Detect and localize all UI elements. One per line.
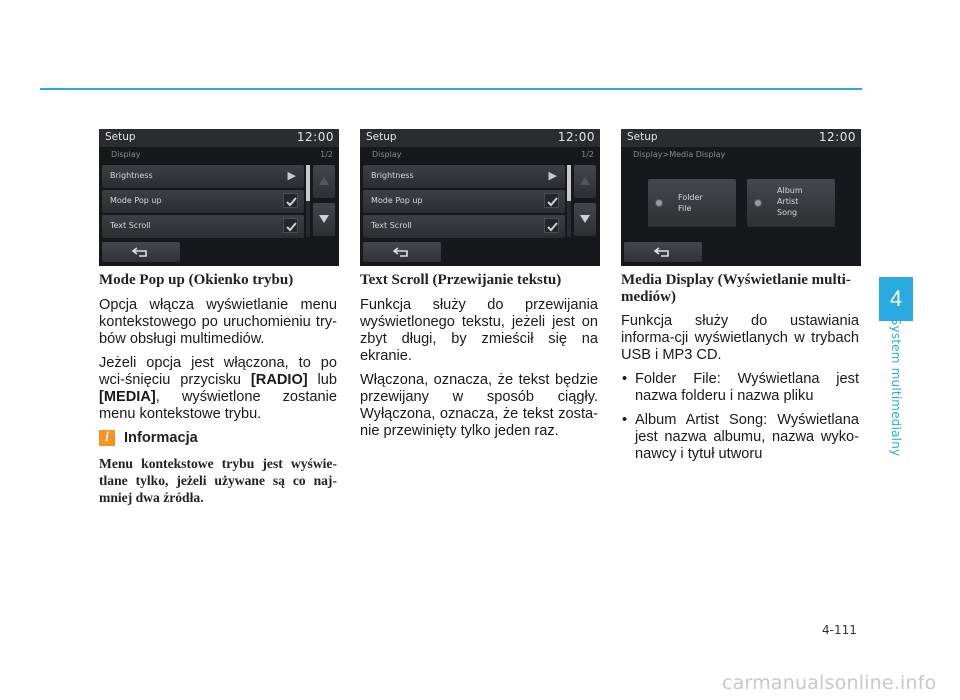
screen-breadcrumb: Display>Media Display	[633, 150, 726, 159]
option-line: File	[678, 204, 692, 213]
bullet-item: • Folder File: Wyświetlana jest nazwa folderu i nazwa pliku	[621, 371, 859, 405]
scroll-up-button[interactable]	[574, 165, 596, 198]
paragraph: Opcja włącza wyświetlanie menu kontekstowego po uruchomieniu try-bów obsługi multimediów.	[99, 297, 337, 347]
scrollbar-thumb[interactable]	[306, 165, 310, 201]
radio-icon[interactable]	[754, 199, 762, 207]
screen-title: Setup	[366, 131, 397, 143]
section-heading: Mode Pop up (Okienko trybu)	[99, 272, 294, 288]
back-button[interactable]	[624, 242, 702, 262]
menu-item-text-scroll[interactable]	[102, 215, 304, 238]
option-label	[777, 185, 803, 218]
screen-header	[360, 129, 600, 147]
checkbox-checked-icon[interactable]	[283, 193, 298, 208]
info-text: Menu kontekstowe trybu jest wyświe-tlane tylko, jeżeli używane są co naj-mniej dwa źródła.	[99, 456, 337, 505]
watermark: carmanualsonline.info	[722, 672, 937, 694]
screen-title: Setup	[105, 131, 136, 143]
option-line: Artist	[777, 197, 799, 206]
menu-item-label: Mode Pop up	[371, 196, 423, 205]
paragraph: Funkcja służy do przewijania wyświetlonego tekstu, jeżeli jest on zbyt długi, by zmieścił się na ekranie.	[360, 297, 598, 364]
section-media-display	[621, 272, 859, 463]
screen-clock: 12:00	[818, 130, 856, 144]
menu-item-label: Brightness	[371, 171, 414, 180]
menu-item-label: Mode Pop up	[110, 196, 162, 205]
chapter-number: 4	[889, 286, 903, 311]
info-title: Informacja	[124, 430, 198, 446]
info-note	[99, 455, 337, 506]
menu-item-brightness[interactable]	[102, 165, 304, 188]
menu-item-label: Brightness	[110, 171, 153, 180]
option-line: Song	[777, 208, 798, 217]
paragraph: Funkcja służy do ustawiania informa-cji wyświetlanych w trybach USB i MP3 CD.	[621, 313, 859, 363]
screen-subtitle: Display	[111, 150, 141, 159]
option-line: Folder	[678, 193, 703, 202]
section-heading: Media Display (Wyświetlanie multi-mediów)	[621, 272, 851, 305]
screen-display-1	[99, 129, 339, 266]
screen-page-indicator: 1/2	[320, 150, 333, 159]
play-arrow-icon: ▶	[287, 169, 296, 182]
checkbox-checked-icon[interactable]	[544, 193, 559, 208]
menu-item-mode-pop-up[interactable]	[102, 190, 304, 213]
checkbox-checked-icon[interactable]	[283, 218, 298, 233]
screen-clock: 12:00	[557, 130, 595, 144]
menu-item-mode-pop-up[interactable]	[363, 190, 565, 213]
text-run: , wyświetlone zostanie menu kontekstowe trybu.	[99, 389, 337, 422]
text-run: Jeżeli opcja jest włączona, to po wci-śnięciu przycisku	[99, 355, 337, 388]
back-button[interactable]	[102, 242, 180, 262]
option-folder-file[interactable]	[648, 179, 736, 227]
radio-icon[interactable]	[655, 199, 663, 207]
screen-clock: 12:00	[296, 130, 334, 144]
scroll-up-button[interactable]	[313, 165, 335, 198]
media-key-label: [MEDIA]	[99, 389, 156, 405]
option-line: Album	[777, 186, 803, 195]
info-icon: i	[99, 430, 115, 446]
scroll-down-button[interactable]	[313, 203, 335, 236]
header-rule	[40, 88, 862, 90]
paragraph: Włączona, oznacza, że tekst będzie przewijany w sposób ciągły. Wyłączona, oznacza, że tekst zosta-nie przewinięty tylko jeden raz.	[360, 372, 598, 439]
option-label	[678, 192, 703, 214]
screen-header	[621, 129, 861, 147]
chapter-sidebar	[884, 317, 908, 457]
bullet-item: • Album Artist Song: Wyświetlana jest nazwa albumu, nazwa wyko-nawcy i tytuł utworu	[621, 412, 859, 463]
screen-media-display	[621, 129, 861, 266]
chapter-title: System multimedialny	[889, 317, 903, 457]
back-button[interactable]	[363, 242, 441, 262]
menu-item-label: Text Scroll	[371, 221, 412, 230]
option-album-artist-song[interactable]	[747, 179, 835, 227]
screen-page-indicator: 1/2	[581, 150, 594, 159]
text-run: lub	[307, 372, 338, 388]
screen-header	[99, 129, 339, 147]
menu-item-text-scroll[interactable]	[363, 215, 565, 238]
play-arrow-icon: ▶	[548, 169, 557, 182]
chapter-tab	[879, 277, 913, 321]
menu-item-label: Text Scroll	[110, 221, 151, 230]
section-mode-pop-up	[99, 272, 337, 423]
menu-item-brightness[interactable]	[363, 165, 565, 188]
info-header	[99, 430, 198, 446]
section-text-scroll	[360, 272, 598, 440]
screen-subtitle: Display	[372, 150, 402, 159]
scroll-down-button[interactable]	[574, 203, 596, 236]
section-heading: Text Scroll (Przewijanie tekstu)	[360, 272, 562, 288]
checkbox-checked-icon[interactable]	[544, 218, 559, 233]
scrollbar-thumb[interactable]	[567, 165, 571, 201]
paragraph	[99, 355, 337, 423]
screen-title: Setup	[627, 131, 658, 143]
radio-key-label: [RADIO]	[250, 372, 308, 388]
screen-display-2	[360, 129, 600, 266]
page-number: 4-111	[822, 623, 857, 637]
